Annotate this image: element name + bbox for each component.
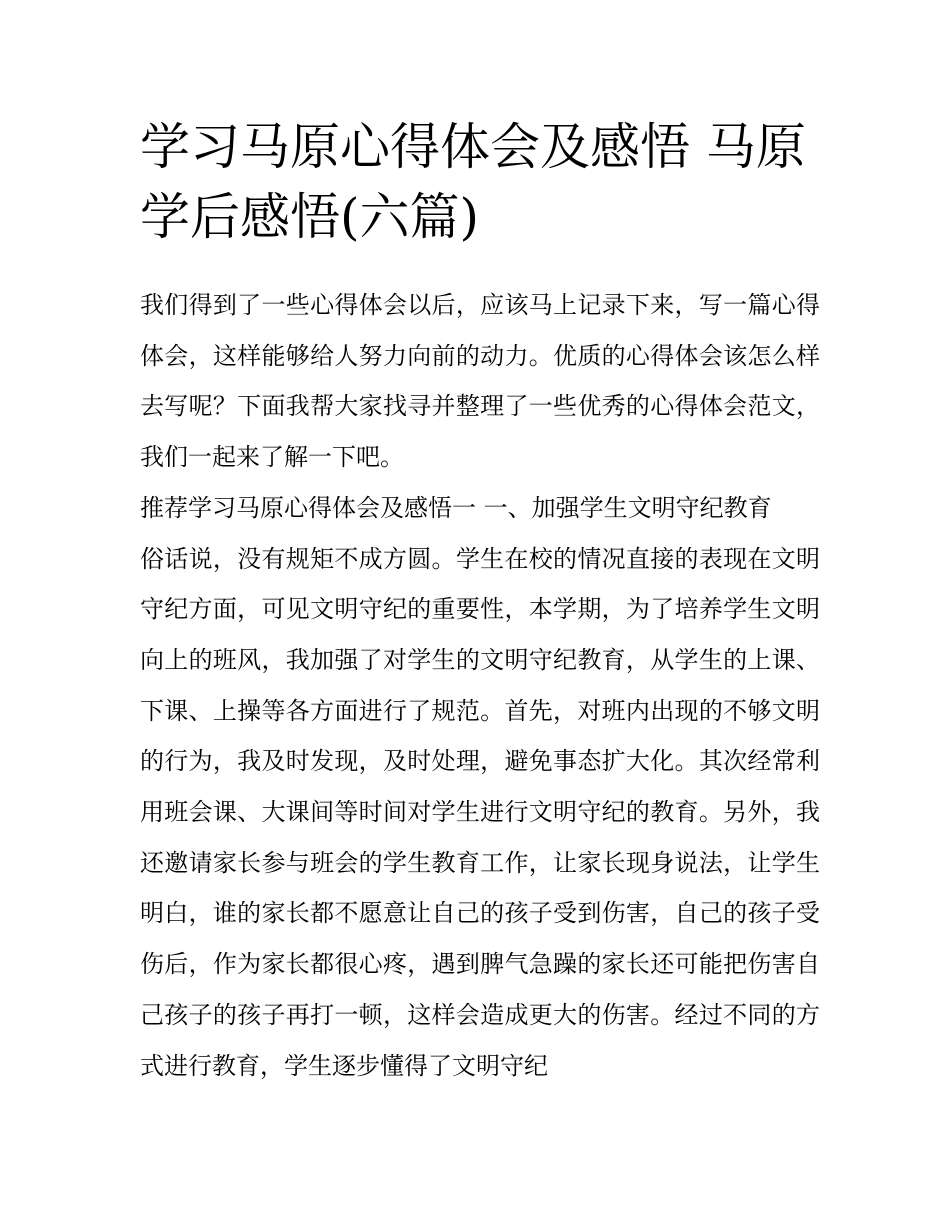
section-heading: 推荐学习马原心得体会及感悟一 一、加强学生文明守纪教育 bbox=[140, 493, 772, 522]
document-title: 学习马原心得体会及感悟 马原学后感悟(六篇) bbox=[140, 118, 806, 246]
document-body bbox=[140, 280, 820, 1091]
body-paragraph: 俗话说，没有规矩不成方圆。学生在校的情况直接的表现在文明守纪方面，可见文明守纪的重要性，本学期，为了培养学生文明向上的班风，我加强了对学生的文明守纪教育，从学生的上课、下课、上操等各方面进行了规范。首先，对班内出现的不够文明的行为，我及时发现，及时处理，避免事态扩大化。其次经常利用班会课、大课间等时间对学生进行文明守纪的教育。另外，我还邀请家长参与班会的学生教育工作，让家长现身说法，让学生明白，谁的家长都不愿意让自己的孩子受到伤害，自己的孩子受伤后，作为家长都很心疼，遇到脾气急躁的家长还可能把伤害自己孩子的孩子再打一顿，这样会造成更大的伤害。经过不同的方式进行教育，学生逐步懂得了文明守纪 bbox=[140, 544, 820, 1080]
intro-paragraph: 我们得到了一些心得体会以后，应该马上记录下来，写一篇心得体会，这样能够给人努力向前的动力。优质的心得体会该怎么样去写呢？下面我帮大家找寻并整理了一些优秀的心得体会范文，我们一起来了解一下吧。 bbox=[140, 291, 820, 472]
